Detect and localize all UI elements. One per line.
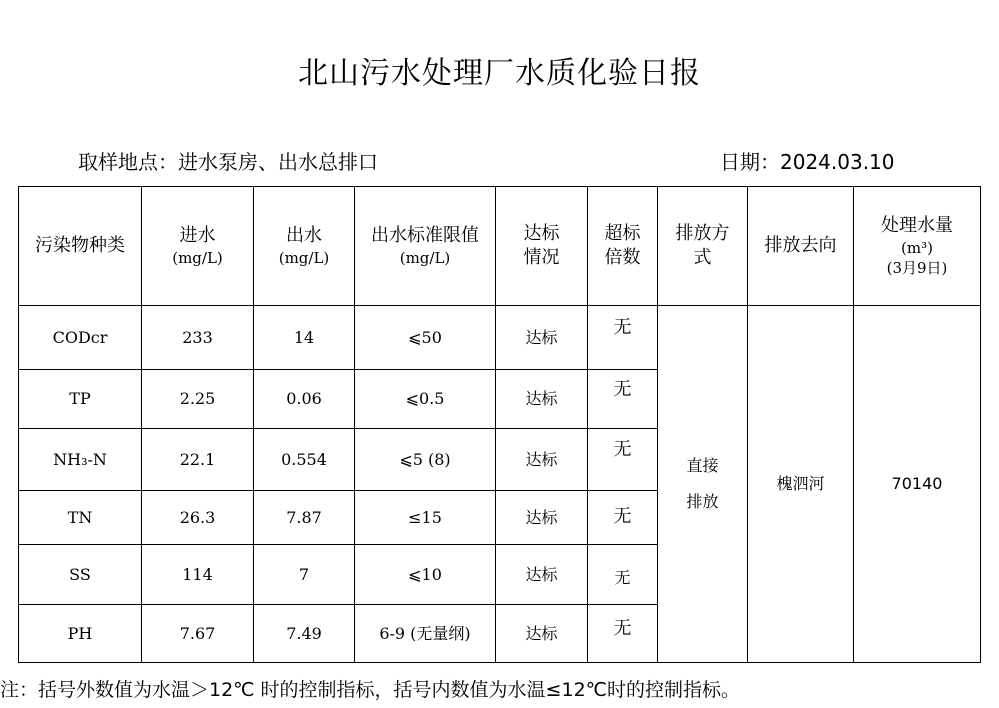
inflow-cell: 233 bbox=[142, 306, 254, 370]
exceed-cell: 无 bbox=[588, 491, 658, 545]
status-cell: 达标 bbox=[496, 370, 588, 429]
outflow-cell: 7.49 bbox=[254, 605, 355, 663]
pollutant-cell: TP bbox=[19, 370, 142, 429]
header-outflow: 出水 (mg/L) bbox=[254, 187, 355, 306]
header-limit: 出水标准限值 (mg/L) bbox=[355, 187, 496, 306]
header-status: 达标 情况 bbox=[496, 187, 588, 306]
pollutant-cell: SS bbox=[19, 545, 142, 605]
limit-cell: ⩽50 bbox=[355, 306, 496, 370]
header-discharge-mode: 排放方 式 bbox=[658, 187, 748, 306]
header-inflow: 进水 (mg/L) bbox=[142, 187, 254, 306]
pollutant-cell: TN bbox=[19, 491, 142, 545]
status-cell: 达标 bbox=[496, 429, 588, 491]
pollutant-cell: NH₃-N bbox=[19, 429, 142, 491]
discharge-mode-cell: 直接 排放 bbox=[658, 306, 748, 663]
outflow-cell: 0.06 bbox=[254, 370, 355, 429]
limit-cell: 6-9 (无量纲) bbox=[355, 605, 496, 663]
outflow-cell: 14 bbox=[254, 306, 355, 370]
limit-cell: ⩽10 bbox=[355, 545, 496, 605]
inflow-cell: 114 bbox=[142, 545, 254, 605]
header-volume: 处理水量 (m³) (3月9日) bbox=[854, 187, 981, 306]
limit-cell: ≤15 bbox=[355, 491, 496, 545]
inflow-cell: 26.3 bbox=[142, 491, 254, 545]
report-date: 日期：2024.03.10 bbox=[720, 150, 895, 174]
status-cell: 达标 bbox=[496, 491, 588, 545]
table-row bbox=[19, 306, 981, 370]
pollutant-cell: CODcr bbox=[19, 306, 142, 370]
header-exceed: 超标 倍数 bbox=[588, 187, 658, 306]
limit-cell: ⩽0.5 bbox=[355, 370, 496, 429]
volume-cell: 70140 bbox=[854, 306, 981, 663]
report-title: 北山污水处理厂水质化验日报 bbox=[298, 56, 701, 91]
exceed-cell: 无 bbox=[588, 370, 658, 429]
exceed-cell: 无 bbox=[588, 429, 658, 491]
exceed-cell: 无 bbox=[588, 306, 658, 370]
outflow-cell: 7 bbox=[254, 545, 355, 605]
status-cell: 达标 bbox=[496, 545, 588, 605]
outflow-cell: 0.554 bbox=[254, 429, 355, 491]
outflow-cell: 7.87 bbox=[254, 491, 355, 545]
destination-cell: 槐泗河 bbox=[748, 306, 854, 663]
sampling-location: 取样地点：进水泵房、出水总排口 bbox=[78, 150, 378, 174]
header-destination: 排放去向 bbox=[748, 187, 854, 306]
water-quality-table bbox=[18, 186, 981, 663]
inflow-cell: 2.25 bbox=[142, 370, 254, 429]
inflow-cell: 22.1 bbox=[142, 429, 254, 491]
pollutant-cell: PH bbox=[19, 605, 142, 663]
exceed-cell: 无 bbox=[588, 605, 658, 663]
header-pollutant: 污染物种类 bbox=[19, 187, 142, 306]
status-cell: 达标 bbox=[496, 306, 588, 370]
header-row bbox=[19, 187, 981, 306]
footnote: 注：括号外数值为水温＞12℃ 时的控制指标，括号内数值为水温≤12℃时的控制指标。 bbox=[0, 679, 740, 701]
inflow-cell: 7.67 bbox=[142, 605, 254, 663]
exceed-cell: 无 bbox=[588, 545, 658, 605]
limit-cell: ⩽5 (8) bbox=[355, 429, 496, 491]
status-cell: 达标 bbox=[496, 605, 588, 663]
